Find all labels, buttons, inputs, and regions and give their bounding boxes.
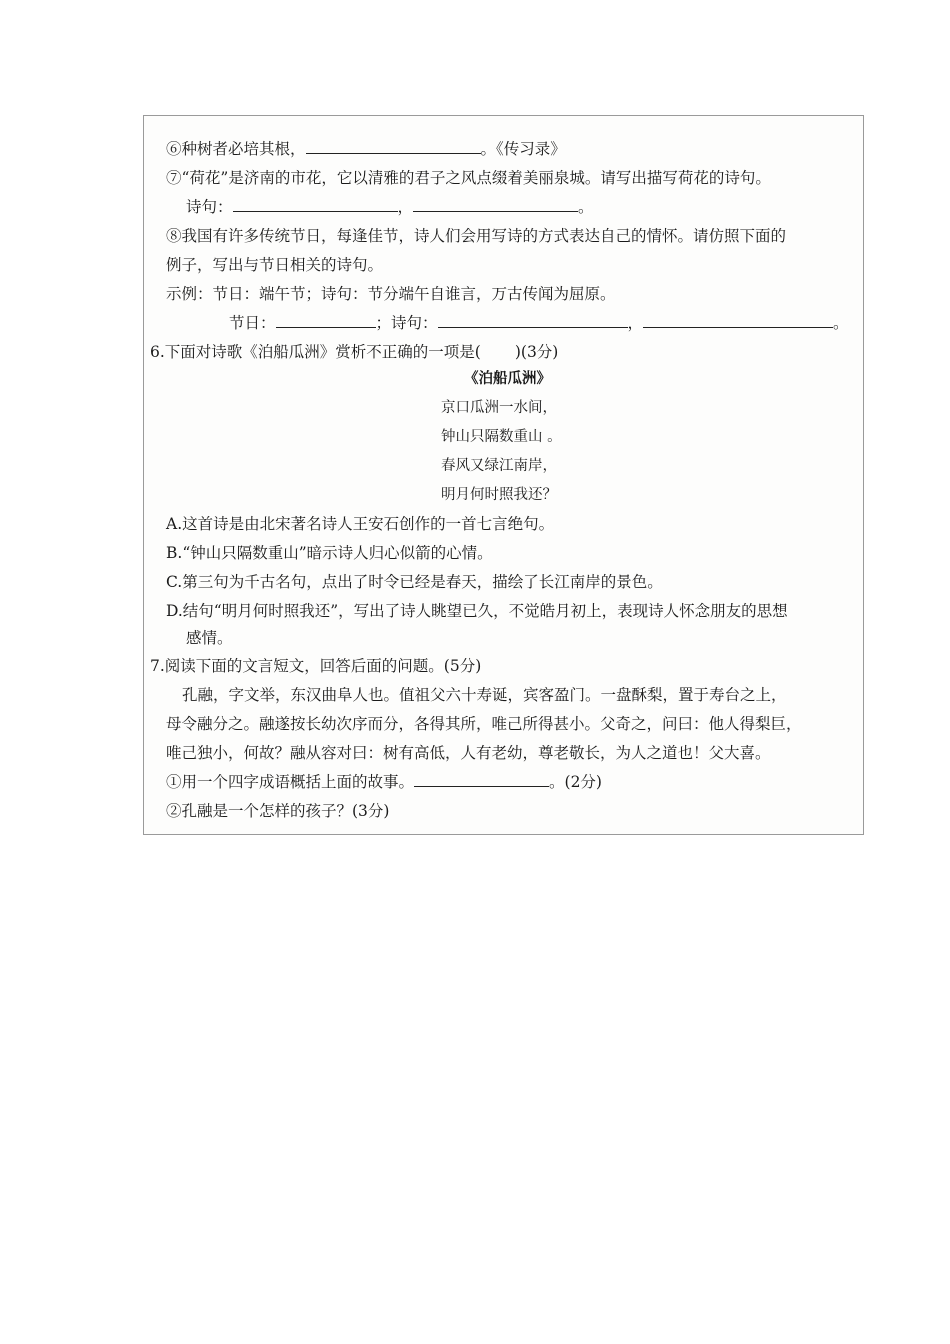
- item7-comma: ，: [397, 198, 414, 216]
- poem-line-4: 明月何时照我还？: [441, 487, 557, 503]
- q6-stem: [150, 342, 558, 362]
- q5-item8-line2: 例子，写出与节日相关的诗句。: [166, 256, 384, 274]
- q6-option-c: C.第三句为千古名句，点出了时令已经是春天，描绘了长江南岸的景色。: [166, 573, 663, 591]
- q7-sub1-score: 。(2分): [549, 773, 602, 791]
- item8-comma: ，: [627, 314, 644, 332]
- item7-answer-blank-1[interactable]: [233, 198, 398, 212]
- q5-item8-example: 示例：节日：端午节；诗句：节分端午自谁言，万古传闻为屈原。: [166, 285, 616, 303]
- item7-period: 。: [578, 198, 594, 216]
- q5-item7-answer-line: [186, 197, 594, 217]
- poem-blank-1[interactable]: [438, 314, 628, 328]
- item6-source: 。《传习录》: [480, 140, 566, 158]
- poem-blank-2[interactable]: [643, 314, 833, 328]
- poem-line-1: 京口瓜洲一水间，: [441, 400, 557, 416]
- q7-passage-line-2: 母令融分之。融遂按长幼次序而分，各得其所，唯己所得甚小。父奇之，问曰：他人得梨巨，: [166, 715, 802, 733]
- festival-blank[interactable]: [276, 314, 376, 328]
- q7-sub1-text: ①用一个四字成语概括上面的故事。: [166, 773, 415, 791]
- q6-option-b: B.“钟山只隔数重山”暗示诗人归心似箭的心情。: [166, 544, 493, 562]
- poem-line-3: 春风又绿江南岸，: [441, 458, 557, 474]
- poem-line-2: 钟山只隔数重山 。: [441, 429, 562, 445]
- q7-passage-line-3: 唯己独小，何故？融从容对曰：树有高低，人有老幼，尊老敬长，为人之道也！父大喜。: [166, 744, 771, 762]
- item6-answer-blank[interactable]: [306, 140, 481, 154]
- scanned-exam-page: [143, 115, 864, 835]
- q7-sub1: [166, 772, 602, 792]
- q6-option-a: A.这首诗是由北宋著名诗人王安石创作的一首七言绝句。: [166, 515, 555, 533]
- q5-item6: [166, 139, 566, 159]
- poem-label: ；诗句：: [375, 314, 438, 332]
- item8-period: 。: [833, 314, 849, 332]
- poem-title: 《泊船瓜洲》: [464, 370, 551, 387]
- q7-passage-line-1: 孔融，字文举，东汉曲阜人也。值祖父六十寿诞，宾客盈门。一盘酥梨，置于寿台之上，: [182, 686, 787, 704]
- item7-label: 诗句：: [186, 198, 233, 216]
- festival-label: 节日：: [229, 314, 276, 332]
- item7-answer-blank-2[interactable]: [413, 198, 578, 212]
- q6-score: )(3分): [514, 343, 559, 361]
- q5-item7: ⑦“荷花”是济南的市花，它以清雅的君子之风点缀着美丽泉城。请写出描写荷花的诗句。: [166, 169, 771, 187]
- q7-stem: 7.阅读下面的文言短文，回答后面的问题。(5分): [150, 657, 482, 675]
- q7-sub2: ②孔融是一个怎样的孩子？(3分): [166, 802, 390, 820]
- q7-sub1-blank[interactable]: [414, 773, 549, 787]
- q6-option-d: D.结句“明月何时照我还”，写出了诗人眺望已久，不觉皓月初上，表现诗人怀念朋友的思想: [166, 602, 788, 620]
- q5-item8-line1: ⑧我国有许多传统节日，每逢佳节，诗人们会用写诗的方式表达自己的情怀。请仿照下面的: [166, 227, 787, 245]
- q5-item8-answer-line: [229, 313, 849, 333]
- item6-text: ⑥种树者必培其根，: [166, 140, 306, 158]
- q6-stem-text: 6.下面对诗歌《泊船瓜洲》赏析不正确的一项是(: [150, 343, 481, 361]
- q6-option-d-cont: 感情。: [186, 629, 233, 647]
